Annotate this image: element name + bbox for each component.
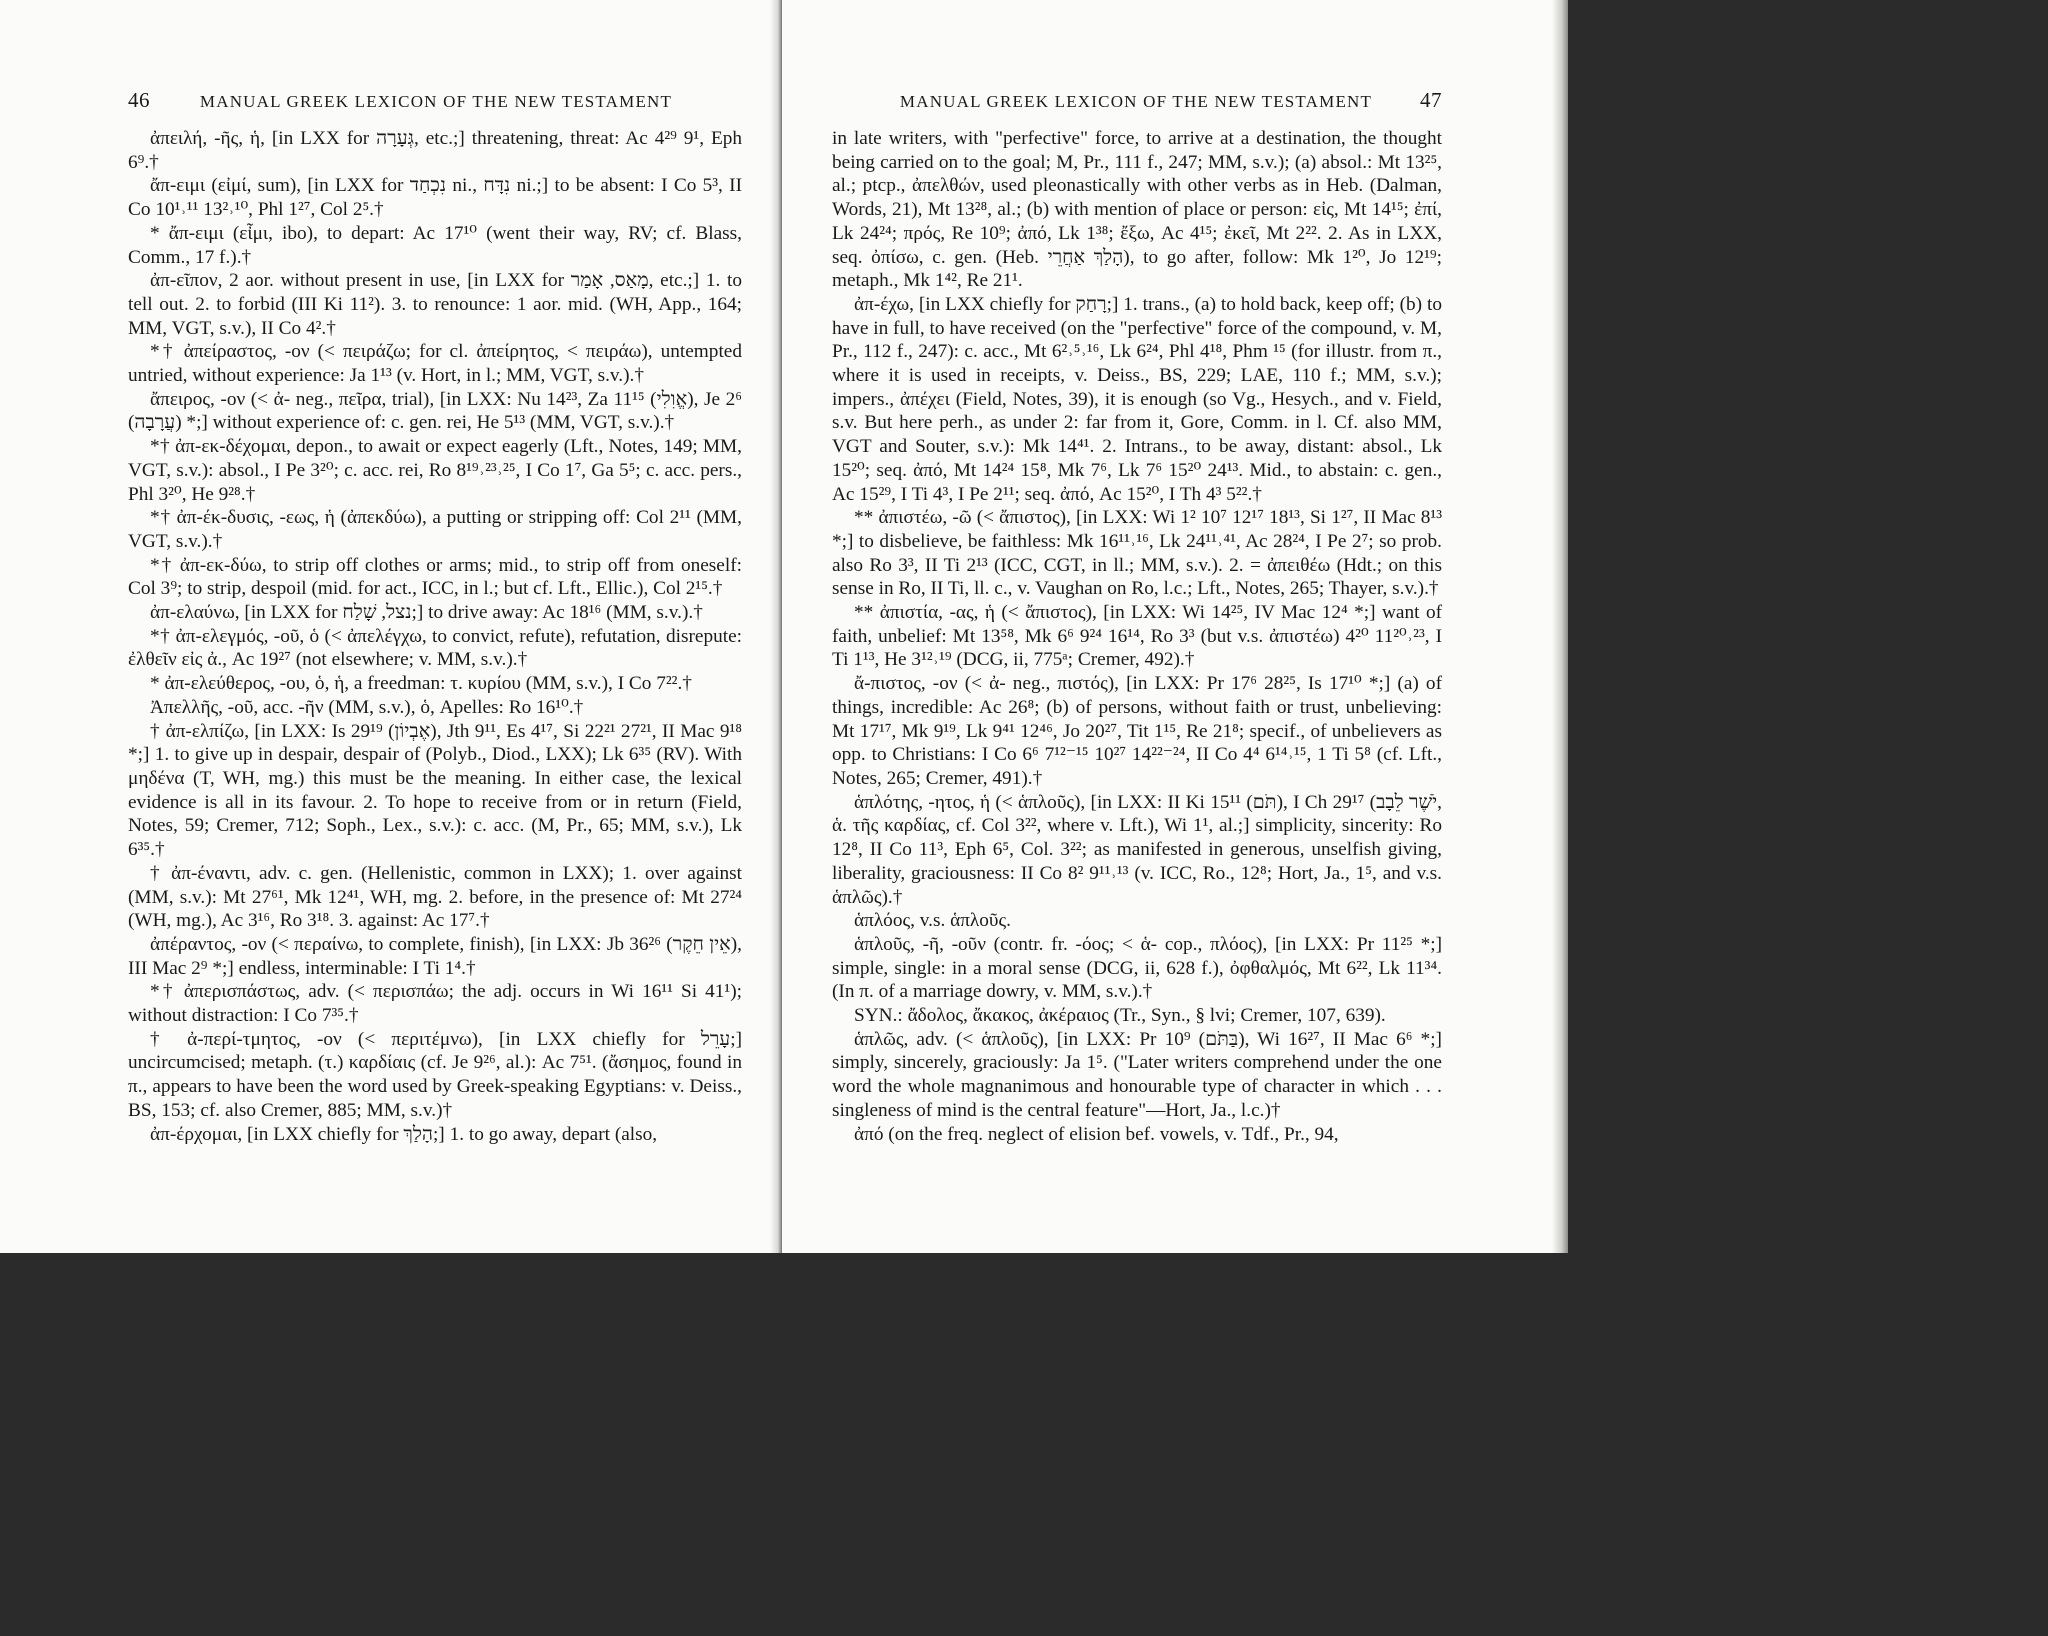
page-edge — [1552, 0, 1568, 1253]
lexicon-entry: SYN.: ἄδολος, ἄκακος, ἀκέραιος (Tr., Syn., § lvi; Cremer, 107, 639). — [854, 1005, 1386, 1027]
lexicon-entry: * ἀπ-ελεύθερος, -ου, ὁ, ἡ, a freedman: τ. κυρίου (MM, s.v.), I Co 7²².† — [150, 673, 692, 695]
lexicon-entry-continuation: in late writers, with "perfective" force, to arrive at a destination, the thought being carried on to the goal; M, Pr., 111 f., 247; MM, s.v.); (a) absol.: Mt 13²⁵, al.; ptcp., ἀπελθών, used pleonastically with other verbs as in Heb. (Dalman, Words, 21), Mt 13²⁸, al.; (b) with mention of place or person: εἰς, Mt 14¹⁵; ἐπί, Lk 24²⁴; πρός, Re 10⁹; ἀπό, Lk 1³⁸; ἔξω, Ac 4¹⁵; ἐκεῖ, Mt 2²². 2. As in LXX, seq. ὀπίσω, c. gen. (Heb. הָלַךְ אַחֲרֵי), to go after, follow: Mk 1²⁰, Jo 12¹⁹; metaph., Mk 1⁴², Re 21¹. — [832, 128, 1442, 292]
lexicon-entry: ** ἀπιστία, -ας, ἡ (< ἄπιστος), [in LXX: Wi 14²⁵, IV Mac 12⁴ *;] want of faith, unbelief: Mt 13⁵⁸, Mk 6⁶ 9²⁴ 16¹⁴, Ro 3³ (but v.s. ἀπιστέω) 4²⁰ 11²⁰˒²³, I Ti 1¹³, He 3¹²˒¹⁹ (DCG, ii, 775ᵃ; Cremer, 492).† — [832, 602, 1442, 671]
running-head: MANUAL GREEK LEXICON OF THE NEW TESTAMENT — [199, 92, 673, 111]
lexicon-entry: † ἀ-περί-τμητος, -ον (< περιτέμνω), [in LXX chiefly for עָרֵל;] uncircumcised; metaph. (τ.) καρδίαις (cf. Je 9²⁶, al.): Ac 7⁵¹. (ἄσημος, found in π., appears to have been the word used by Greek-speaking Egyptians: v. Deiss., BS, 153; cf. also Cremer, 885; MM, s.v.)† — [128, 1028, 742, 1121]
lexicon-entry: *† ἀπερισπάστως, adv. (< περισπάω; the adj. occurs in Wi 16¹¹ Si 41¹); without distraction: I Co 7³⁵.† — [128, 981, 742, 1027]
lexicon-entry: † ἀπ-έναντι, adv. c. gen. (Hellenistic, common in LXX); 1. over against (MM, s.v.): Mt 27⁶¹, Mk 12⁴¹, WH, mg. 2. before, in the presence of: Mt 27²⁴ (WH, mg.), Ac 3¹⁶, Ro 3¹⁸. 3. against: Ac 17⁷.† — [128, 862, 742, 932]
lexicon-entry: ἀπ-ελαύνω, [in LXX for נצל, שָׁלַח;] to drive away: Ac 18¹⁶ (MM, s.v.).† — [150, 602, 703, 624]
lexicon-entry: ἁπλοῦς, -ῆ, -οῦν (contr. fr. -όος; < ἁ- cop., πλόος), [in LXX: Pr 11²⁵ *;] simple, single: in a moral sense (DCG, ii, 628 f.), ὀφθαλμός, Mt 6²², Lk 11³⁴. (In π. of a marriage dowry, v. MM, s.v.).† — [832, 933, 1442, 1003]
lexicon-entry: † ἀπ-ελπίζω, [in LXX: Is 29¹⁹ (אֶבְיוֹן), Jth 9¹¹, Es 4¹⁷, Si 22²¹ 27²¹, II Mac 9¹⁸ *;] 1. to give up in despair, despair of (Polyb., Diod., LXX); Lk 6³⁵ (RV). With μηδένα (T, WH, mg.) this must be the meaning. In either case, the lexical evidence is all in its favour. 2. To hope to receive from or in return (Field, Notes, 59; Cremer, 712; Soph., Lex., s.v.): c. acc. (M, Pr., 65; MM, s.v.), Lk 6³⁵.† — [128, 720, 742, 861]
left-page-header — [128, 88, 742, 113]
lexicon-entry: Ἀπελλῆς, -οῦ, acc. -ῆν (MM, s.v.), ὁ, Apelles: Ro 16¹⁰.† — [150, 696, 584, 718]
lexicon-entry: ἄ-πιστος, -ον (< ἀ- neg., πιστός), [in LXX: Pr 17⁶ 28²⁵, Is 17¹⁰ *;] (a) of things, incredible: Ac 26⁸; (b) of persons, without faith or trust, unbelieving: Mt 17¹⁷, Mk 9¹⁹, Lk 9⁴¹ 12⁴⁶, Jo 20²⁷, Tit 1¹⁵, Re 21⁸; specif., of unbelievers as opp. to Christians: I Co 6⁶ 7¹²⁻¹⁵ 10²⁷ 14²²⁻²⁴, II Co 4⁴ 6¹⁴˒¹⁵, 1 Ti 5⁸ (cf. Lft., Notes, 265; Cremer, 491).† — [832, 673, 1442, 789]
lexicon-entry: ἀπέραντος, -ον (< περαίνω, to complete, finish), [in LXX: Jb 36²⁶ (אֵין חֵקֶר), III Mac 2⁹ *;] endless, interminable: I Ti 1⁴.† — [128, 933, 743, 979]
lexicon-entry: *† ἀπ-έκ-δυσις, -εως, ἡ (ἀπεκδύω), a putting or stripping off: Col 2¹¹ (MM, VGT, s.v.).† — [128, 507, 742, 552]
lexicon-entry: ἁπλότης, -ητος, ἡ (< ἁπλοῦς), [in LXX: II Ki 15¹¹ (תֹּם), I Ch 29¹⁷ (יֹשֶׁר לֵבָב, ἁ. τῆς καρδίας, cf. Col 3²², where v. Lft.), Wi 1¹, al.;] simplicity, sincerity: Ro 12⁸, II Co 11³, Eph 6⁵, Col. 3²²; as manifested in generous, unselfish giving, liberality, graciousness: II Co 8² 9¹¹˒¹³ (v. ICC, Ro., 12⁸; Hort, Ja., 1⁵, and v.s. ἁπλῶς).† — [832, 791, 1442, 908]
lexicon-entry: ἀπειλή, -ῆς, ἡ, [in LXX for גְּעָרָה, etc.;] threatening, threat: Ac 4²⁹ 9¹, Eph 6⁹.† — [128, 128, 742, 173]
lexicon-entry: ἁπλόος, v.s. ἁπλοῦς. — [854, 910, 1011, 932]
lexicon-entry: ἄπ-ειμι (εἰμί, sum), [in LXX for נִכְחַד ni., נִדָּח ni.;] to be absent: I Co 5³, II Co 10¹˒¹¹ 13²˒¹⁰, Phl 1²⁷, Col 2⁵.† — [128, 175, 742, 221]
lexicon-entry: ἀπ-έρχομαι, [in LXX chiefly for הָלַךְ;] 1. to go away, depart (also, — [150, 1123, 658, 1145]
page-number: 47 — [1420, 88, 1442, 112]
right-page — [782, 0, 1568, 1253]
lexicon-entry: *† ἀπ-εκ-δέχομαι, depon., to await or expect eagerly (Lft., Notes, 149; MM, VGT, s.v.): absol., I Pe 3²⁰; c. acc. rei, Ro 8¹⁹˒²³˒²⁵, I Co 1⁷, Ga 5⁵; c. acc. pers., Phl 3²⁰, He 9²⁸.† — [128, 436, 742, 505]
lexicon-entry: ἀπ-εῖπον, 2 aor. without present in use, [in LXX for מָאַס, אָמַר, etc.;] 1. to tell out. 2. to forbid (III Ki 11²). 3. to renounce: 1 aor. mid. (WH, App., 164; MM, VGT, s.v.), II Co 4².† — [128, 270, 742, 339]
right-page-header — [832, 88, 1442, 113]
page-number: 46 — [128, 88, 150, 112]
lexicon-entry: ** ἀπιστέω, -ῶ (< ἄπιστος), [in LXX: Wi 1² 10⁷ 12¹⁷ 18¹³, Si 1²⁷, II Mac 8¹³ *;] to disbelieve, be faithless: Mk 16¹¹˒¹⁶, Lk 24¹¹˒⁴¹, Ac 28²⁴, I Pe 2⁷; so prob. also Ro 3³, II Ti 2¹³ (ICC, CGT, in ll.; MM, s.v.). 2. = ἀπειθέω (Hdt.; on this sense in Ro, II Ti, ll. c., v. Vaughan on Ro, l.c.; Lft., Notes, 265; Thayer, s.v.).† — [832, 507, 1442, 600]
lexicon-entry: ἀπ-έχω, [in LXX chiefly for רָחַק;] 1. trans., (a) to hold back, keep off; (b) to have in full, to have received (on the "perfective" force of the compound, v. M, Pr., 112 f., 247): c. acc., Mt 6²˒⁵˒¹⁶, Lk 6²⁴, Phl 4¹⁸, Phm ¹⁵ (for illustr. from π., where it is used in receipts, v. Deiss., BS, 229; LAE, 110 f.; MM, s.v.); impers., ἀπέχει (Field, Notes, 39), it is enough (so Vg., Hesych., and v. Field, s.v. But here perh., as under 2: far from it, Gore, Comm. in l. Cf. also MM, VGT and Souter, s.v.): Mk 14⁴¹. 2. Intrans., to be away, distant: absol., Lk 15²⁰; seq. ἀπό, Mt 14²⁴ 15⁸, Mk 7⁶, Lk 7⁶ 15²⁰ 24¹³. Mid., to abstain: c. gen., Ac 15²⁹, I Ti 4³, I Pe 2¹¹; seq. ἀπό, Ac 15²⁰, I Th 4³ 5²².† — [832, 293, 1442, 505]
running-head: MANUAL GREEK LEXICON OF THE NEW TESTAMENT — [899, 92, 1373, 111]
lexicon-entry: ἄπειρος, -ον (< ἀ- neg., πεῖρα, trial), [in LXX: Nu 14²³, Za 11¹⁵ (אֱוִלִי), Je 2⁶ (עֲרָבָה) *;] without experience of: c. gen. rei, He 5¹³ (MM, VGT, s.v.).† — [128, 388, 743, 434]
lexicon-entry: *† ἀπ-εκ-δύω, to strip off clothes or arms; mid., to strip off from oneself: Col 3⁹; to strip, despoil (mid. for act., ICC, in l.; but cf. Lft., Ellic.), Col 2¹⁵.† — [128, 554, 742, 600]
lexicon-entry: ἀπό (on the freq. neglect of elision bef. vowels, v. Tdf., Pr., 94, — [854, 1123, 1339, 1145]
lexicon-entry: * ἄπ-ειμι (εἶμι, ibo), to depart: Ac 17¹⁰ (went their way, RV; cf. Blass, Comm., 17 f.).† — [128, 222, 742, 268]
lexicon-entry: ἁπλῶς, adv. (< ἁπλοῦς), [in LXX: Pr 10⁹ (בַּתֹּם), Wi 16²⁷, II Mac 6⁶ *;] simply, sincerely, graciously: Ja 1⁵. ("Later writers comprehend under the one word the whole magnanimous and honourable type of character in which . . . singleness of mind is the central feature"—Hort, Ja., l.c.)† — [832, 1028, 1442, 1121]
left-page — [0, 0, 782, 1253]
lexicon-entry: *† ἀπείραστος, -ον (< πειράζω; for cl. ἀπείρητος, < πειράω), untempted untried, without experience: Ja 1¹³ (v. Hort, in l.; MM, VGT, s.v.).† — [128, 341, 742, 387]
lexicon-entry: *† ἀπ-ελεγμός, -οῦ, ὁ (< ἀπελέγχω, to convict, refute), refutation, disrepute: ἐλθεῖν εἰς ἀ., Ac 19²⁷ (not elsewhere; v. MM, s.v.).† — [128, 625, 742, 671]
